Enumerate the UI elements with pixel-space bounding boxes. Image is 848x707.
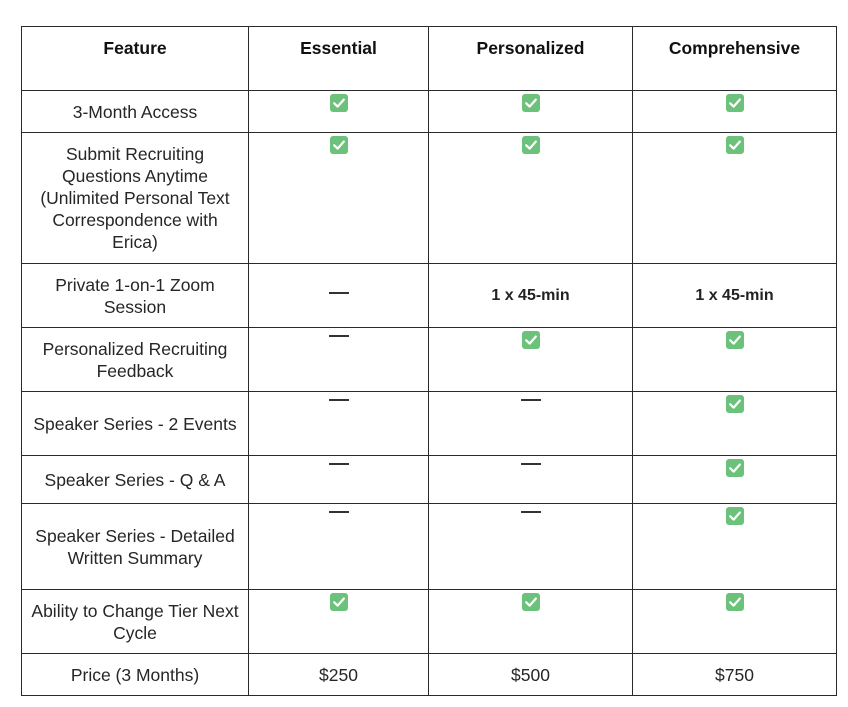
table-row <box>22 91 837 133</box>
feature-name-cell: Speaker Series - Detailed Written Summary <box>22 504 249 590</box>
comprehensive-value-cell <box>633 264 837 328</box>
check-box-icon <box>522 136 540 154</box>
comprehensive-value-cell <box>633 654 837 696</box>
personalized-value-cell <box>429 91 633 133</box>
check-box-icon <box>522 331 540 349</box>
feature-name-cell: 3-Month Access <box>22 91 249 133</box>
essential-value-cell <box>249 264 429 328</box>
comprehensive-value-cell <box>633 91 837 133</box>
check-box-icon <box>522 94 540 112</box>
header-row <box>22 27 837 91</box>
check-box-icon <box>726 94 744 112</box>
em-dash-icon <box>329 292 349 294</box>
comprehensive-value-cell <box>633 328 837 392</box>
check-box-icon <box>726 395 744 413</box>
table-row <box>22 654 837 696</box>
essential-value-cell <box>249 456 429 504</box>
check-box-icon <box>726 507 744 525</box>
check-box-icon <box>330 593 348 611</box>
personalized-value-cell <box>429 133 633 264</box>
check-box-icon <box>726 459 744 477</box>
table-row <box>22 392 837 456</box>
header-feature: Feature <box>22 27 249 91</box>
check-box-icon <box>726 136 744 154</box>
essential-value-cell <box>249 504 429 590</box>
comprehensive-value-cell <box>633 392 837 456</box>
feature-name-cell: Speaker Series - 2 Events <box>22 392 249 456</box>
table-row <box>22 264 837 328</box>
comprehensive-value-text: 1 x 45-min <box>695 286 774 304</box>
table-row <box>22 133 837 264</box>
check-box-icon <box>330 136 348 154</box>
em-dash-icon <box>329 463 349 465</box>
comprehensive-value-text: $750 <box>715 664 754 685</box>
check-box-icon <box>330 94 348 112</box>
personalized-value-text: 1 x 45-min <box>491 286 570 304</box>
feature-name-cell: Personalized Recruiting Feedback <box>22 328 249 392</box>
table-row <box>22 328 837 392</box>
feature-name-cell: Private 1-on-1 Zoom Session <box>22 264 249 328</box>
personalized-value-cell <box>429 392 633 456</box>
essential-value-cell <box>249 328 429 392</box>
personalized-value-text: $500 <box>511 664 550 685</box>
em-dash-icon <box>521 399 541 401</box>
essential-value-cell <box>249 654 429 696</box>
feature-name-cell: Submit Recruiting Questions Anytime (Unlimited Personal Text Correspondence with Erica) <box>22 133 249 264</box>
header-personalized: Personalized <box>429 27 633 91</box>
em-dash-icon <box>329 399 349 401</box>
personalized-value-cell <box>429 504 633 590</box>
essential-value-cell <box>249 91 429 133</box>
essential-value-text: $250 <box>319 664 358 685</box>
feature-name-cell: Ability to Change Tier Next Cycle <box>22 590 249 654</box>
table-row <box>22 456 837 504</box>
check-box-icon <box>726 593 744 611</box>
personalized-value-cell <box>429 328 633 392</box>
personalized-value-cell <box>429 456 633 504</box>
essential-value-cell <box>249 590 429 654</box>
check-box-icon <box>522 593 540 611</box>
em-dash-icon <box>521 463 541 465</box>
table-row <box>22 590 837 654</box>
header-essential: Essential <box>249 27 429 91</box>
tier-comparison-table <box>21 26 837 696</box>
personalized-value-cell <box>429 654 633 696</box>
em-dash-icon <box>329 335 349 337</box>
em-dash-icon <box>329 511 349 513</box>
personalized-value-cell <box>429 590 633 654</box>
header-comprehensive: Comprehensive <box>633 27 837 91</box>
essential-value-cell <box>249 133 429 264</box>
comprehensive-value-cell <box>633 133 837 264</box>
comprehensive-value-cell <box>633 456 837 504</box>
personalized-value-cell <box>429 264 633 328</box>
table-row <box>22 504 837 590</box>
comprehensive-value-cell <box>633 504 837 590</box>
em-dash-icon <box>521 511 541 513</box>
essential-value-cell <box>249 392 429 456</box>
comprehensive-value-cell <box>633 590 837 654</box>
feature-name-cell: Speaker Series - Q & A <box>22 456 249 504</box>
feature-name-cell: Price (3 Months) <box>22 654 249 696</box>
check-box-icon <box>726 331 744 349</box>
